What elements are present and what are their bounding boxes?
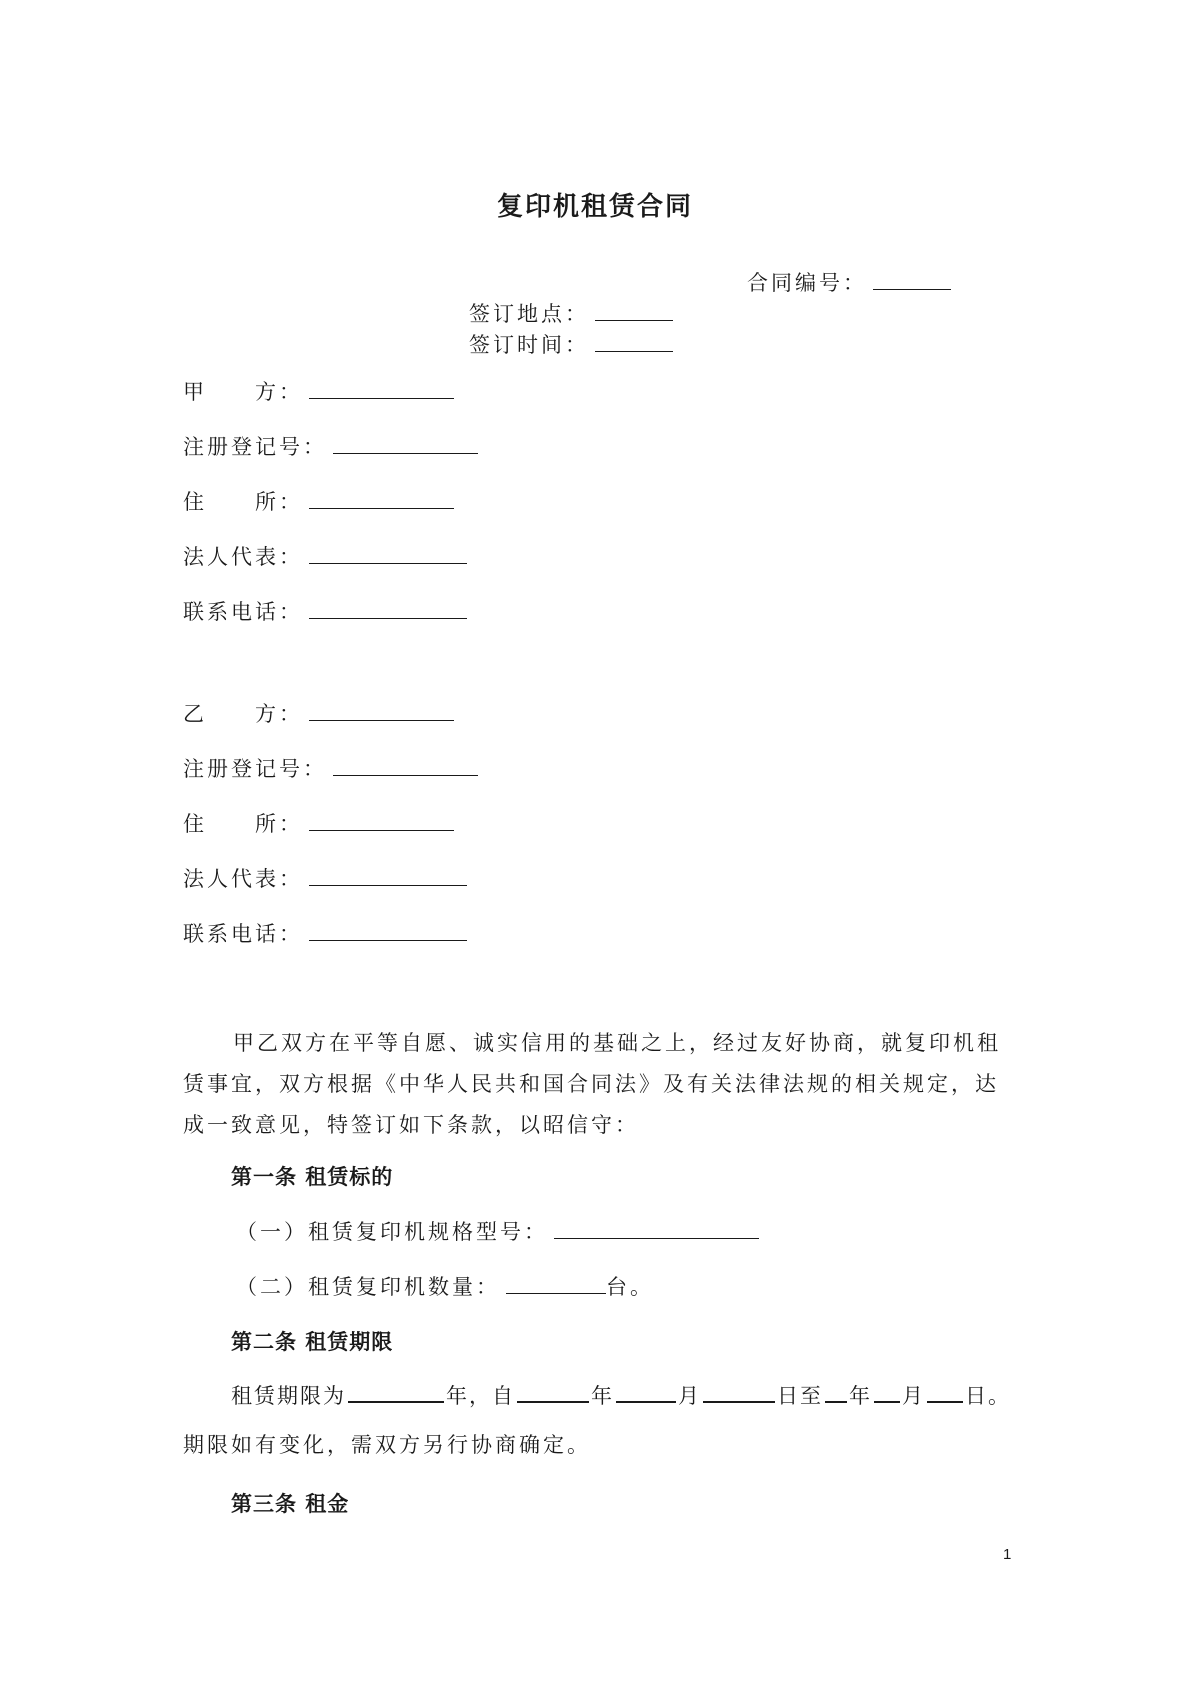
start-year-blank <box>517 1381 589 1403</box>
party-b-address-line <box>183 808 454 838</box>
party-b-name-label: 乙 方： <box>183 702 303 726</box>
sign-place-label: 签订地点： <box>469 302 589 326</box>
term-years-blank <box>348 1381 444 1403</box>
contract-number-line <box>747 267 951 297</box>
party-b-reg-line <box>183 753 478 783</box>
article-1-item-2 <box>236 1271 654 1301</box>
start-day-blank <box>703 1381 775 1403</box>
sign-place-line <box>469 298 673 328</box>
sign-time-label: 签订时间： <box>469 333 589 357</box>
party-a-reg-line <box>183 431 478 461</box>
party-b-rep-label: 法人代表： <box>183 867 303 891</box>
term-text-year-unit: 年，自 <box>446 1384 515 1408</box>
party-a-name-blank <box>309 378 454 399</box>
party-b-rep-blank <box>309 865 467 886</box>
party-b-rep-line <box>183 863 467 893</box>
quantity-suffix: 台。 <box>606 1275 654 1299</box>
contract-number-label: 合同编号： <box>747 271 867 295</box>
party-b-address-blank <box>309 810 454 831</box>
quantity-blank <box>506 1273 606 1294</box>
end-day-blank <box>927 1381 963 1403</box>
preamble-paragraph: 甲乙双方在平等自愿、诚实信用的基础之上，经过友好协商，就复印机租赁事宜，双方根据《中华人民共和国合同法》及有关法律法规的相关规定，达成一致意见，特签订如下条款，以昭信守： <box>183 1031 1001 1137</box>
article-2-heading: 第二条 租赁期限 <box>231 1330 394 1354</box>
end-year-blank <box>825 1381 847 1403</box>
party-a-phone-line <box>183 596 467 626</box>
term-text-month: 月 <box>678 1384 701 1408</box>
party-b-name-line <box>183 698 454 728</box>
article-1-heading: 第一条 租赁标的 <box>231 1165 394 1189</box>
party-a-rep-label: 法人代表： <box>183 545 303 569</box>
page-number: 1 <box>1003 1546 1012 1563</box>
term-text-start: 租赁期限为 <box>231 1384 346 1408</box>
party-a-rep-line <box>183 541 467 571</box>
model-label: （一）租赁复印机规格型号： <box>236 1220 548 1244</box>
party-b-phone-label: 联系电话： <box>183 922 303 946</box>
party-b-phone-blank <box>309 920 467 941</box>
sign-place-blank <box>595 300 673 321</box>
party-b-reg-label: 注册登记号： <box>183 757 327 781</box>
party-b-name-blank <box>309 700 454 721</box>
party-a-address-blank <box>309 488 454 509</box>
party-b-phone-line <box>183 918 467 948</box>
term-text-month-2: 月 <box>902 1384 925 1408</box>
sign-time-line <box>469 329 673 359</box>
party-a-reg-blank <box>333 433 478 454</box>
party-a-phone-label: 联系电话： <box>183 600 303 624</box>
article-1-item-1 <box>236 1216 759 1246</box>
party-a-rep-blank <box>309 543 467 564</box>
party-b-address-label: 住 所： <box>183 812 303 836</box>
model-blank <box>554 1218 759 1239</box>
term-text-day-end: 日。 <box>965 1384 1011 1408</box>
party-a-name-line <box>183 376 454 406</box>
party-a-phone-blank <box>309 598 467 619</box>
quantity-label: （二）租赁复印机数量： <box>236 1275 500 1299</box>
term-text-year-2: 年 <box>849 1384 872 1408</box>
contract-number-blank <box>873 269 951 290</box>
term-line-1 <box>231 1376 1031 1417</box>
party-a-address-line <box>183 486 454 516</box>
article-3-heading: 第三条 租金 <box>231 1492 350 1516</box>
term-text-year: 年 <box>591 1384 614 1408</box>
sign-time-blank <box>595 331 673 352</box>
start-month-blank <box>616 1381 676 1403</box>
document-title: 复印机租赁合同 <box>496 192 693 222</box>
end-month-blank <box>874 1381 900 1403</box>
party-a-address-label: 住 所： <box>183 490 303 514</box>
party-b-reg-blank <box>333 755 478 776</box>
party-a-name-label: 甲 方： <box>183 380 303 404</box>
party-a-reg-label: 注册登记号： <box>183 435 327 459</box>
term-text-day-to: 日至 <box>777 1384 823 1408</box>
term-line-2: 期限如有变化，需双方另行协商确定。 <box>183 1433 591 1457</box>
